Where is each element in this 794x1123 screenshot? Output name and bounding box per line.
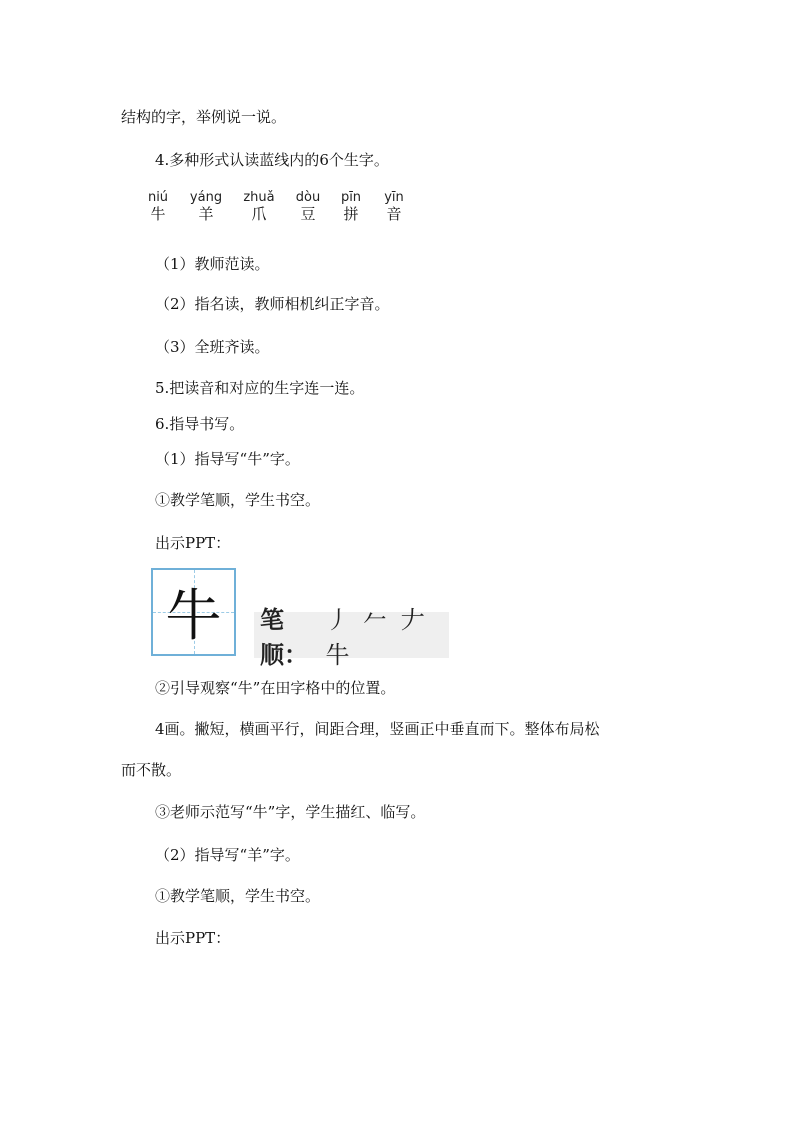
pinyin-item bbox=[331, 190, 371, 223]
grid-character: 牛 bbox=[165, 584, 222, 649]
pinyin-item bbox=[288, 190, 328, 223]
pinyin-item bbox=[374, 190, 414, 223]
pinyin-item bbox=[186, 190, 226, 223]
text-line: （1）教师范读。 bbox=[155, 255, 270, 273]
text-line: ①教学笔顺，学生书空。 bbox=[155, 887, 321, 905]
text-line: 结构的字，举例说一说。 bbox=[121, 108, 287, 126]
pinyin-text: zhuǎ bbox=[243, 190, 275, 205]
hanzi-text: 拼 bbox=[343, 205, 359, 223]
text-line: 出示PPT： bbox=[155, 534, 231, 552]
text-line: 而不散。 bbox=[121, 761, 182, 779]
pinyin-text: yáng bbox=[189, 190, 223, 205]
hanzi-text: 音 bbox=[386, 205, 402, 223]
text-line: 4画。撇短，横画平行，间距合理，竖画正中垂直而下。整体布局松 bbox=[155, 720, 600, 738]
text-line: （3）全班齐读。 bbox=[155, 338, 270, 356]
hanzi-text: 羊 bbox=[198, 205, 214, 223]
hanzi-text: 爪 bbox=[251, 205, 267, 223]
step-5-heading: 5.把读音和对应的生字连一连。 bbox=[155, 379, 365, 397]
pinyin-item bbox=[138, 190, 178, 223]
text-line: 出示PPT： bbox=[155, 929, 231, 947]
tianzige-grid bbox=[151, 568, 236, 656]
stroke-order-sequence: 丿 𠂉 𠂇 牛 bbox=[325, 606, 428, 669]
pinyin-text: yīn bbox=[384, 190, 404, 205]
pinyin-item bbox=[239, 190, 279, 223]
text-line: （1）指导写“牛”字。 bbox=[155, 450, 300, 468]
step-6-heading: 6.指导书写。 bbox=[155, 415, 245, 433]
stroke-order-label: 笔顺： bbox=[260, 606, 308, 669]
text-line: ①教学笔顺，学生书空。 bbox=[155, 491, 321, 509]
step-4-heading: 4.多种形式认读蓝线内的6个生字。 bbox=[155, 151, 389, 169]
pinyin-text: pīn bbox=[340, 190, 362, 205]
pinyin-text: niú bbox=[147, 190, 169, 205]
text-line: （2）指名读，教师相机纠正字音。 bbox=[155, 295, 390, 313]
hanzi-text: 豆 bbox=[300, 205, 316, 223]
text-line: ③老师示范写“牛”字，学生描红、临写。 bbox=[155, 803, 426, 821]
pinyin-text: dòu bbox=[295, 190, 321, 205]
text-line: （2）指导写“羊”字。 bbox=[155, 846, 300, 864]
text-line: ②引导观察“牛”在田字格中的位置。 bbox=[155, 679, 396, 697]
stroke-order-panel bbox=[254, 606, 449, 669]
hanzi-text: 牛 bbox=[150, 205, 166, 223]
